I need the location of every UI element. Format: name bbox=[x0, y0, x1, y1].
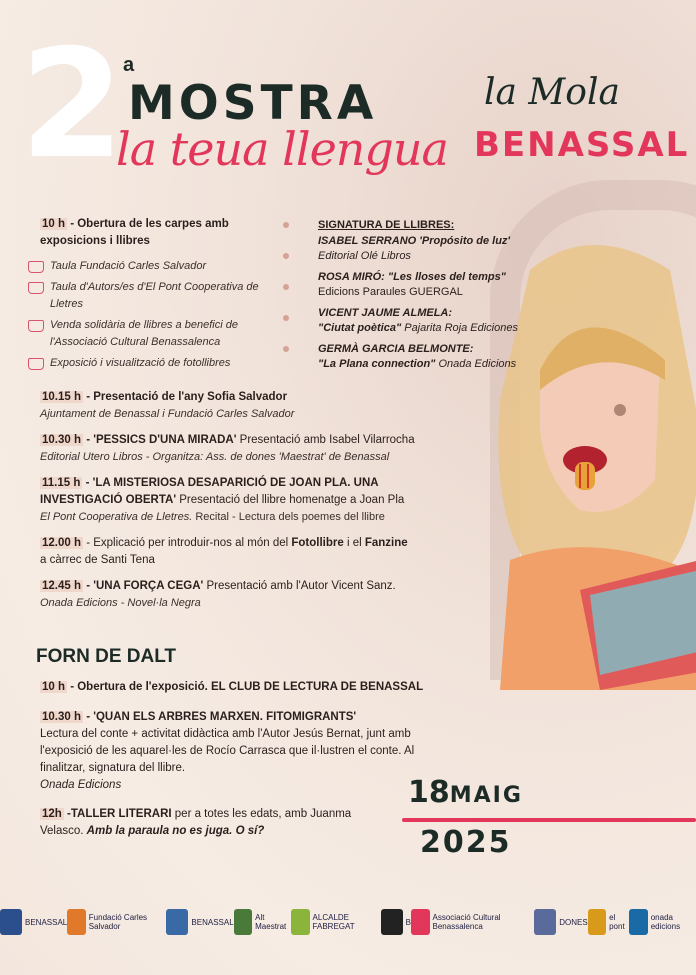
town-line1: la Mola bbox=[484, 72, 620, 113]
sponsor-logo: Alt Maestrat bbox=[234, 909, 291, 935]
sponsor-logos bbox=[0, 897, 696, 947]
logo-mark-icon bbox=[0, 909, 22, 935]
list-item: Taula Fundació Carles Salvador bbox=[28, 258, 273, 275]
logo-mark-icon bbox=[166, 909, 188, 935]
logo-mark-icon bbox=[67, 909, 86, 935]
signings-heading: SIGNATURA DE LLIBRES: bbox=[318, 219, 455, 231]
title-mostra: MOSTRA bbox=[128, 76, 378, 131]
list-item: Venda solidària de llibres a benefici de l'Associació Cultural Benassalenca bbox=[28, 317, 273, 351]
logo-mark-icon bbox=[291, 909, 310, 935]
program-item: 10.30 h - 'PESSICS D'UNA MIRADA' Presentació amb Isabel Vilarrocha Editorial Utero Libros - Organitza: Ass. de dones 'Maestrat' de Benassal bbox=[40, 434, 415, 463]
event-date: 18MAIG bbox=[408, 775, 523, 810]
event-time: 10 h bbox=[42, 218, 66, 230]
opening-items bbox=[28, 258, 273, 372]
logo-mark-icon bbox=[629, 909, 648, 935]
logo-mark-icon bbox=[588, 909, 606, 935]
sponsor-logo: BENASSAL bbox=[166, 909, 233, 935]
program-item: 12.00 h - Explicació per introduir-nos al món del Fotollibre i el Fanzine a càrrec de Santi Tena bbox=[40, 537, 408, 566]
ordinal: a bbox=[123, 54, 135, 76]
forn-event: 10 h - Obertura de l'exposició. EL CLUB DE LECTURA DE BENASSAL bbox=[42, 681, 424, 693]
book-icon bbox=[28, 320, 44, 332]
event-year: 2025 bbox=[420, 825, 512, 860]
book-icon bbox=[28, 358, 44, 370]
forn-event: 10.30 h - 'QUAN ELS ARBRES MARXEN. FITOMIGRANTS' Lectura del conte + activitat didàctica amb l'Autor Jesús Bernat, junt amb l'exposició de les aquarel·les de Rocío Carrasca que il·lustren el conte. Al finalitzar, signatura del llibre. Onada Edicions bbox=[40, 711, 415, 791]
list-item: Taula d'Autors/es d'El Pont Cooperativa de Lletres bbox=[28, 279, 273, 313]
sponsor-logo: DONES bbox=[534, 909, 587, 935]
book-icon bbox=[28, 261, 44, 273]
book-signings: SIGNATURA DE LLIBRES: ISABEL SERRANO 'Propósito de luz' Editorial Olé Libros ROSA MIRÓ: "Les lloses del temps" Edicions Paraules GUERGAL VICENT JAUME ALMELA: "Ciutat poètica" Pajarita Roja Ediciones GERMÀ GARCIA BELMONTE: "La Plana connection" Onada Edicions bbox=[318, 218, 538, 372]
section-heading: FORN DE DALT bbox=[36, 646, 177, 667]
big-number: 2 bbox=[20, 18, 125, 192]
program-item: 12.45 h - 'UNA FORÇA CEGA' Presentació amb l'Autor Vicent Sanz. Onada Edicions - Novel·la Negra bbox=[40, 580, 396, 609]
logo-mark-icon bbox=[234, 909, 252, 935]
tagline: la teua llengua bbox=[116, 122, 448, 176]
opening-event bbox=[40, 216, 270, 250]
date-divider bbox=[402, 818, 696, 822]
book-icon bbox=[28, 282, 44, 294]
town-line2: BENASSAL bbox=[474, 125, 690, 165]
sponsor-logo: ALCALDE FABREGAT bbox=[291, 909, 381, 935]
sponsor-logo: Associació Cultural Benassalenca bbox=[411, 909, 534, 935]
logo-mark-icon bbox=[411, 909, 430, 935]
logo-mark-icon bbox=[381, 909, 403, 935]
event-title: - Obertura de les carpes amb exposicions i llibres bbox=[40, 218, 229, 247]
program-item: 10.15 h - Presentació de l'any Sofia Salvador Ajuntament de Benassal i Fundació Carles Salvador bbox=[40, 391, 295, 420]
sponsor-logo: onada edicions bbox=[629, 909, 696, 935]
sponsor-logo: BENASSAL bbox=[0, 909, 67, 935]
sponsor-logo: Fundació Carles Salvador bbox=[67, 909, 166, 935]
list-item: Exposició i visualització de fotollibres bbox=[28, 355, 273, 372]
program-item: 11.15 h - 'LA MISTERIOSA DESAPARICIÓ DE JOAN PLA. UNA INVESTIGACIÓ OBERTA' Presentació del llibre homenatge a Joan Pla El Pont Cooperativa de Lletres. Recital - Lectura dels poemes del llibre bbox=[40, 477, 405, 523]
dot-separators bbox=[283, 222, 289, 377]
logo-mark-icon bbox=[534, 909, 556, 935]
sponsor-logo: B bbox=[381, 909, 411, 935]
sponsor-logo: el pont bbox=[588, 909, 630, 935]
forn-event: 12h -TALLER LITERARI per a totes les edats, amb Juanma Velasco. Amb la paraula no es juga. O sí? bbox=[40, 808, 352, 837]
